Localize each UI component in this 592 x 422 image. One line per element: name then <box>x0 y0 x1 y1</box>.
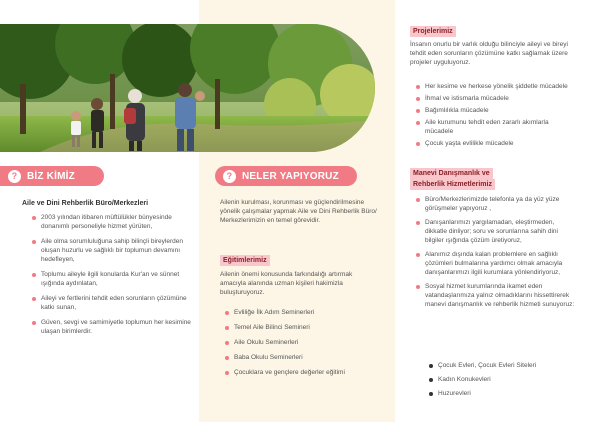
bullet-icon <box>32 216 36 220</box>
list-item: Çocuk yaşta evlilikle mücadele <box>425 139 575 148</box>
mid-list <box>234 308 374 377</box>
list-item: Alanımız dışında kalan problemlere en sağlıklı çözümleri bulmalarına yardımcı olmak amacıyla danışanlarımızı ilgili kurumlara yönlendiriyoruz, <box>425 250 577 277</box>
list-item: 2003 yılından itibaren müftülükler bünyesinde donanımlı personeliyle hizmet yürüten, <box>41 213 191 231</box>
projects-list <box>425 82 575 148</box>
bullet-icon <box>416 221 420 225</box>
bullet-icon <box>416 109 420 113</box>
bullet-icon <box>416 253 420 257</box>
list-item: Kadın Konukevleri <box>438 375 578 384</box>
list-item: Çocuk Evleri, Çocuk Evleri Siteleri <box>438 361 578 370</box>
bullet-icon <box>416 85 420 89</box>
mid-intro: Ailenin kurulması, korunması ve güçlendirilmesine yönelik çalışmalar yapmak Aile ve Dini Rehberlik Büro/ Merkezlerimizin en temel görevidir. <box>220 199 377 224</box>
list-item: Aile olma sorumluluğuna sahip bilinçli bireylerden oluşan huzurlu ve sağlıklı bir toplumun devamını hedefleyen, <box>41 237 191 264</box>
bullet-icon <box>416 121 420 125</box>
what-we-do-pill <box>215 166 357 186</box>
counseling-list <box>425 195 577 309</box>
bullet-icon <box>429 364 433 368</box>
bullet-icon <box>32 297 36 301</box>
counseling-tag-line1: Manevi Danışmanlık ve <box>410 168 493 179</box>
list-item: İhmal ve istismarla mücadele <box>425 94 575 103</box>
trainings-tag: Eğitimlerimiz <box>220 255 270 266</box>
bullet-icon <box>32 273 36 277</box>
bullet-icon <box>32 321 36 325</box>
bullet-icon <box>225 311 229 315</box>
projects-paragraph: İnsanın onurlu bir varlık olduğu bilinciyle aileyi ve bireyi tehdit eden sorunların çözümüne katkı sağlamak üzere projeler uyguluyoruz. <box>410 41 568 66</box>
bullet-icon <box>225 356 229 360</box>
list-item: Büro/Merkezlerimizde telefonla ya da yüz yüze görüşmeler yapıyoruz , <box>425 195 577 213</box>
list-item: Güven, sevgi ve samimiyetle toplumun her kesimine ulaşan birimlerdir. <box>41 318 191 336</box>
list-item: Bağımlılıkla mücadele <box>425 106 575 115</box>
bullet-icon <box>416 285 420 289</box>
what-we-do-title: NELER YAPIYORUZ <box>242 170 339 182</box>
list-item: Aile kurumunu tehdit eden zararlı akımlarla mücadele <box>425 118 560 136</box>
bullet-icon <box>416 97 420 101</box>
who-are-we-title: BİZ KİMİZ <box>27 170 75 182</box>
list-item: Çocuklara ve gençlere değerler eğitimi <box>234 368 354 377</box>
list-item: Evliliğe İlk Adım Seminerleri <box>234 308 374 317</box>
bullet-icon <box>429 378 433 382</box>
mid-paragraph: Ailenin önemi konusunda farkındalığı artırmak amacıyla alanında uzman kişileri hakimizla buluşturuyoruz. <box>220 271 353 296</box>
bullet-icon <box>225 341 229 345</box>
bullet-icon <box>429 392 433 396</box>
list-item: Temel Aile Bilinci Semineri <box>234 323 374 332</box>
list-item: Huzurevleri <box>438 389 578 398</box>
list-item: Aile Okulu Seminerleri <box>234 338 374 347</box>
bullet-icon <box>416 142 420 146</box>
bullet-icon <box>32 240 36 244</box>
list-item: Her kesime ve herkese yönelik şiddetle mücadele <box>425 82 575 91</box>
question-icon: ? <box>223 170 236 183</box>
who-are-we-pill <box>0 166 104 186</box>
left-heading: Aile ve Dini Rehberlik Büro/Merkezleri <box>22 200 149 207</box>
counseling-tag-line2: Rehberlik Hizmetlerimiz <box>410 179 495 190</box>
family-park-photo <box>0 24 375 152</box>
list-item: Danışanlarımızı yargılamadan, eleştirmeden, dikkatle dinliyor; soru ve sorunlarına sahih dini bilgiler ışığında çözüm üretiyoruz, <box>425 218 577 245</box>
list-item: Aileyi ve fertlerini tehdit eden sorunların çözümüne katkı sunan, <box>41 294 191 312</box>
bullet-icon <box>225 326 229 330</box>
institutions-list <box>438 361 578 398</box>
list-item: Toplumu aileyle ilgili konularda Kur'an ve sünnet ışığında aydınlatan, <box>41 270 191 288</box>
bullet-icon <box>416 198 420 202</box>
projects-tag: Projelerimiz <box>410 26 456 37</box>
left-list <box>41 213 191 336</box>
question-icon: ? <box>8 170 21 183</box>
bullet-icon <box>225 371 229 375</box>
list-item: Sosyal hizmet kurumlarında ikamet eden vatandaşlarımıza yalnız olmadıklarını hissettirerek manevi danışmanlık ve rehberlik hizmeti sunuyoruz: <box>425 282 577 309</box>
list-item: Baba Okulu Seminerleri <box>234 353 374 362</box>
